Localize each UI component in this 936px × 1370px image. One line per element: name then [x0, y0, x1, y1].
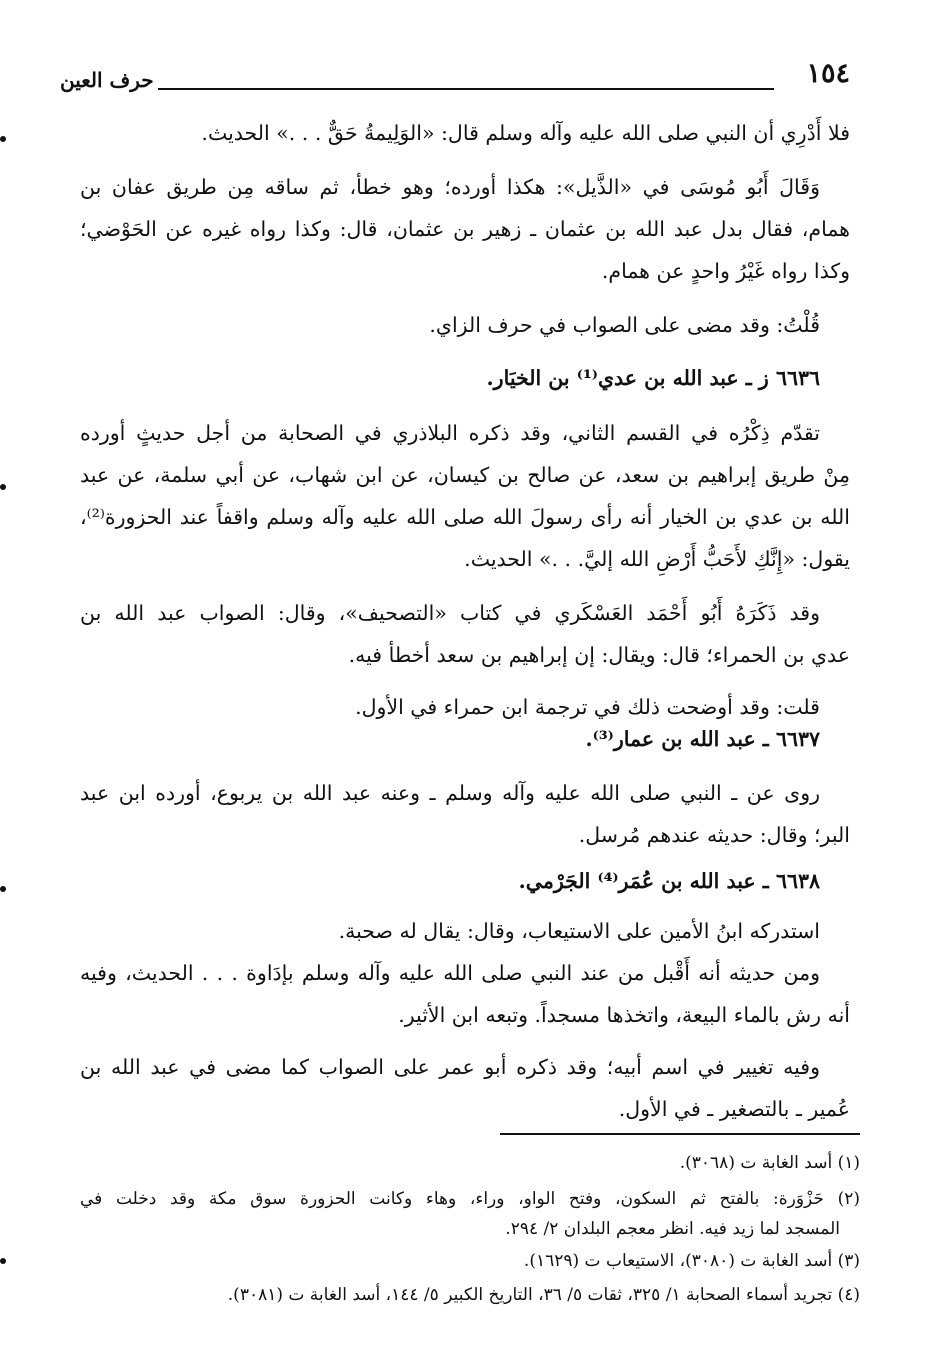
text-line: عُمير ـ بالتصغير ـ في الأول. [618, 1097, 850, 1121]
scan-mark [0, 484, 6, 490]
entry-heading: ٦٦٣٦ ز ـ عبد الله بن عدي⁽¹⁾ بن الخيَار. [486, 366, 820, 390]
text-line: فلا أَدْرِي أن النبي صلى الله عليه وآله وسلم قال: «الوَلِيمةُ حَقٌّ . . .» الحديث. [201, 121, 850, 145]
page-number: ١٥٤ [806, 58, 850, 89]
text-line: همام، فقال بدل عبد الله بن عثمان ـ زهير بن عثمان، قال: وكذا رواه غيره عن الحَوْضي؛ [80, 217, 850, 241]
text-line: أنه رش بالماء البيعة، واتخذها مسجداً. وتبعه ابن الأثير. [398, 1003, 850, 1027]
text-line: عدي بن الحمراء؛ قال: ويقال: إن إبراهيم بن سعد أخطأ فيه. [348, 643, 850, 667]
footnote-rule [500, 1133, 860, 1135]
entry-heading: ٦٦٣٨ ـ عبد الله بن عُمَر⁽⁴⁾ الجَرْمي. [518, 869, 820, 893]
text-line: يقول: «إِنَّكِ لأَحَبُّ أَرْضِ الله إليَّ. . .» الحديث. [464, 547, 850, 571]
entry-heading: ٦٦٣٧ ـ عبد الله بن عمار⁽³⁾. [585, 727, 820, 751]
scan-mark [0, 136, 6, 142]
text-line: روى عن ـ النبي صلى الله عليه وآله وسلم ـ وعنه عبد الله بن يربوع، أورده ابن عبد [80, 781, 820, 805]
footnote: (٢) حَزْوَرة: بالفتح ثم السكون، وفتح الواو، وراء، وهاء وكانت الحزورة سوق مكة وقد دخلت في [80, 1189, 860, 1209]
text-line: وقد ذَكَرَهُ أَبُو أَحْمَد العَسْكَري في كتاب «التصحيف»، وقال: الصواب عبد الله بن [80, 601, 820, 625]
text-line: وَقَالَ أَبُو مُوسَى في «الذَّيل»: هكذا أورده؛ وهو خطأ، ثم ساقه مِن طريق عفان بن [80, 175, 820, 199]
scan-mark [0, 1258, 6, 1264]
header-rule [158, 88, 774, 90]
footnote: (١) أسد الغابة ت (٣٠٦٨). [679, 1153, 860, 1173]
text-line: الله بن عدي بن الخيار أنه رأى رسولَ الله صلى الله عليه وآله وسلم واقفاً عند الحزورة⁽²⁾، [80, 505, 850, 529]
text-line: البر؛ وقال: حديثه عندهم مُرسل. [578, 823, 850, 847]
text-line: ومن حديثه أنه أَقْبل من عند النبي صلى الله عليه وآله وسلم بإدَاوة . . . الحديث، وفيه [80, 961, 820, 985]
page-header [60, 58, 850, 98]
footnote: (٤) تجريد أسماء الصحابة ١/ ٣٢٥، ثقات ٥/ ٣٦، التاريخ الكبير ٥/ ١٤٤، أسد الغابة ت (٣٠٨١). [227, 1285, 860, 1305]
text-line: قلت: وقد أوضحت ذلك في ترجمة ابن حمراء في الأول. [355, 695, 820, 719]
text-line: مِنْ طريق إبراهيم بن سعد، عن صالح بن كيسان، عن ابن شهاب، عن أبي سلمة، عن عبد [80, 463, 850, 487]
text-line: قُلْتُ: وقد مضى على الصواب في حرف الزاي. [429, 313, 820, 337]
footnote-continuation: المسجد لما زيد فيه. انظر معجم البلدان ٢/ ٢٩٤. [505, 1219, 840, 1239]
running-title: حرف العين [60, 68, 154, 92]
text-line: تقدّم ذِكْرُه في القسم الثاني، وقد ذكره البلاذري في الصحابة من أجل حديثٍ أورده [80, 421, 820, 445]
footnote: (٣) أسد الغابة ت (٣٠٨٠)، الاستيعاب ت (١٦٢٩). [523, 1251, 860, 1271]
text-line: وكذا رواه غَيْرُ واحدٍ عن همام. [601, 259, 850, 283]
scan-mark [0, 886, 6, 892]
text-line: وفيه تغيير في اسم أبيه؛ وقد ذكره أبو عمر على الصواب كما مضى في عبد الله بن [80, 1055, 820, 1079]
text-line: استدركه ابنُ الأمين على الاستيعاب، وقال: يقال له صحبة. [338, 919, 820, 943]
